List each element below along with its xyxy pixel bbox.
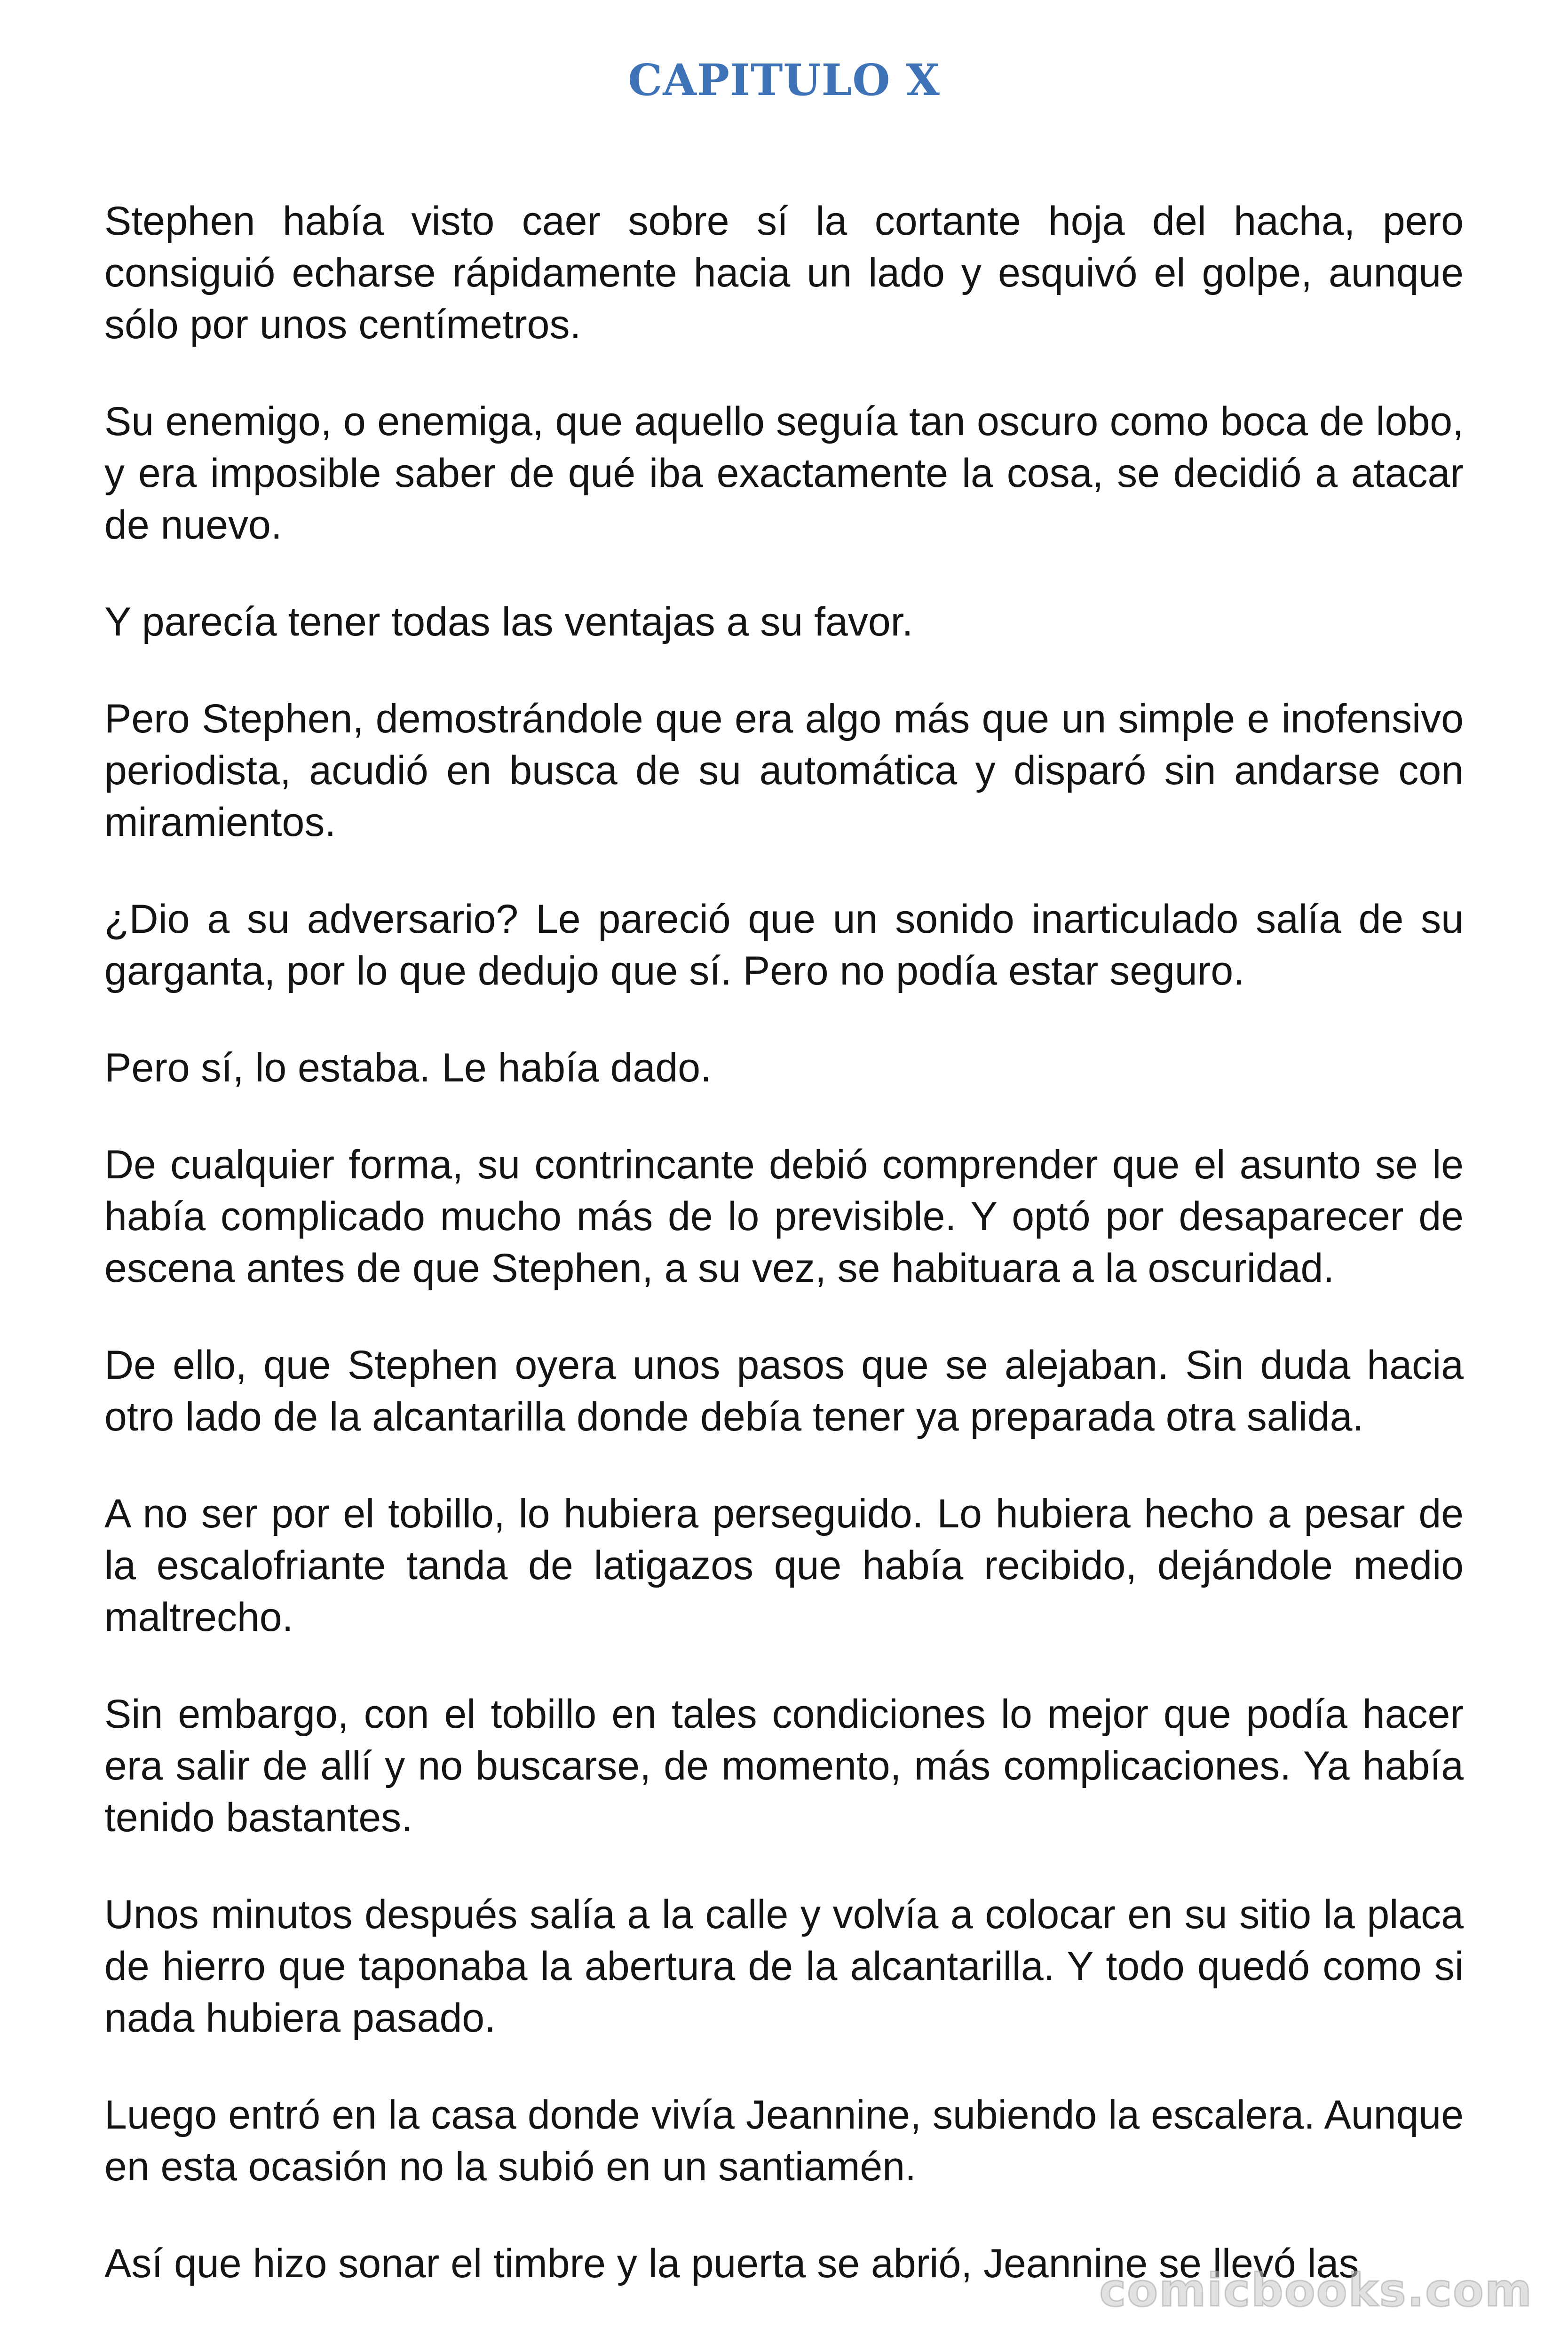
paragraph-7: De cualquier forma, su contrincante debió comprender que el asunto se le había complicado mucho más de lo previsible. Y optó por desaparecer de escena antes de que Stephen, a su vez, se habituara a la oscuridad.	[104, 1142, 1464, 1291]
watermark-logo: comicbooks.com	[1099, 2264, 1533, 2317]
paragraph-8: De ello, que Stephen oyera unos pasos que se alejaban. Sin duda hacia otro lado de la alcantarilla donde debía tener ya preparada otra salida.	[104, 1343, 1464, 1439]
paragraph-5: ¿Dio a su adversario? Le pareció que un sonido inarticulado salía de su garganta, por lo que dedujo que sí. Pero no podía estar seguro.	[104, 897, 1464, 993]
paragraph-4: Pero Stephen, demostrándole que era algo más que un simple e inofensivo periodista, acudió en busca de su automática y disparó sin andarse con miramientos.	[104, 696, 1464, 845]
paragraph-13: Así que hizo sonar el timbre y la puerta se abrió, Jeannine se llevó las	[104, 2241, 1359, 2286]
paragraph-10: Sin embargo, con el tobillo en tales condiciones lo mejor que podía hacer era salir de allí y no buscarse, de momento, más complicaciones. Ya había tenido bastantes.	[104, 1692, 1464, 1840]
paragraph-2: Su enemigo, o enemiga, que aquello seguía tan oscuro como boca de lobo, y era imposible saber de qué iba exactamente la cosa, se decidió a atacar de nuevo.	[104, 399, 1464, 548]
paragraph-9: A no ser por el tobillo, lo hubiera perseguido. Lo hubiera hecho a pesar de la escalofriante tanda de latigazos que había recibido, dejándole medio maltrecho.	[104, 1491, 1464, 1640]
chapter-body	[104, 195, 1464, 2335]
paragraph-1: Stephen había visto caer sobre sí la cortante hoja del hacha, pero consiguió echarse rápidamente hacia un lado y esquivó el golpe, aunque sólo por unos centímetros.	[104, 199, 1464, 347]
chapter-title: CAPITULO X	[628, 55, 940, 105]
paragraph-6: Pero sí, lo estaba. Le había dado.	[104, 1045, 712, 1090]
paragraph-11: Unos minutos después salía a la calle y volvía a colocar en su sitio la placa de hierro que taponaba la abertura de la alcantarilla. Y todo quedó como si nada hubiera pasado.	[104, 1892, 1464, 2041]
paragraph-3: Y parecía tener todas las ventajas a su favor.	[104, 599, 913, 644]
paragraph-12: Luego entró en la casa donde vivía Jeannine, subiendo la escalera. Aunque en esta ocasión no la subió en un santiamén.	[104, 2092, 1464, 2189]
